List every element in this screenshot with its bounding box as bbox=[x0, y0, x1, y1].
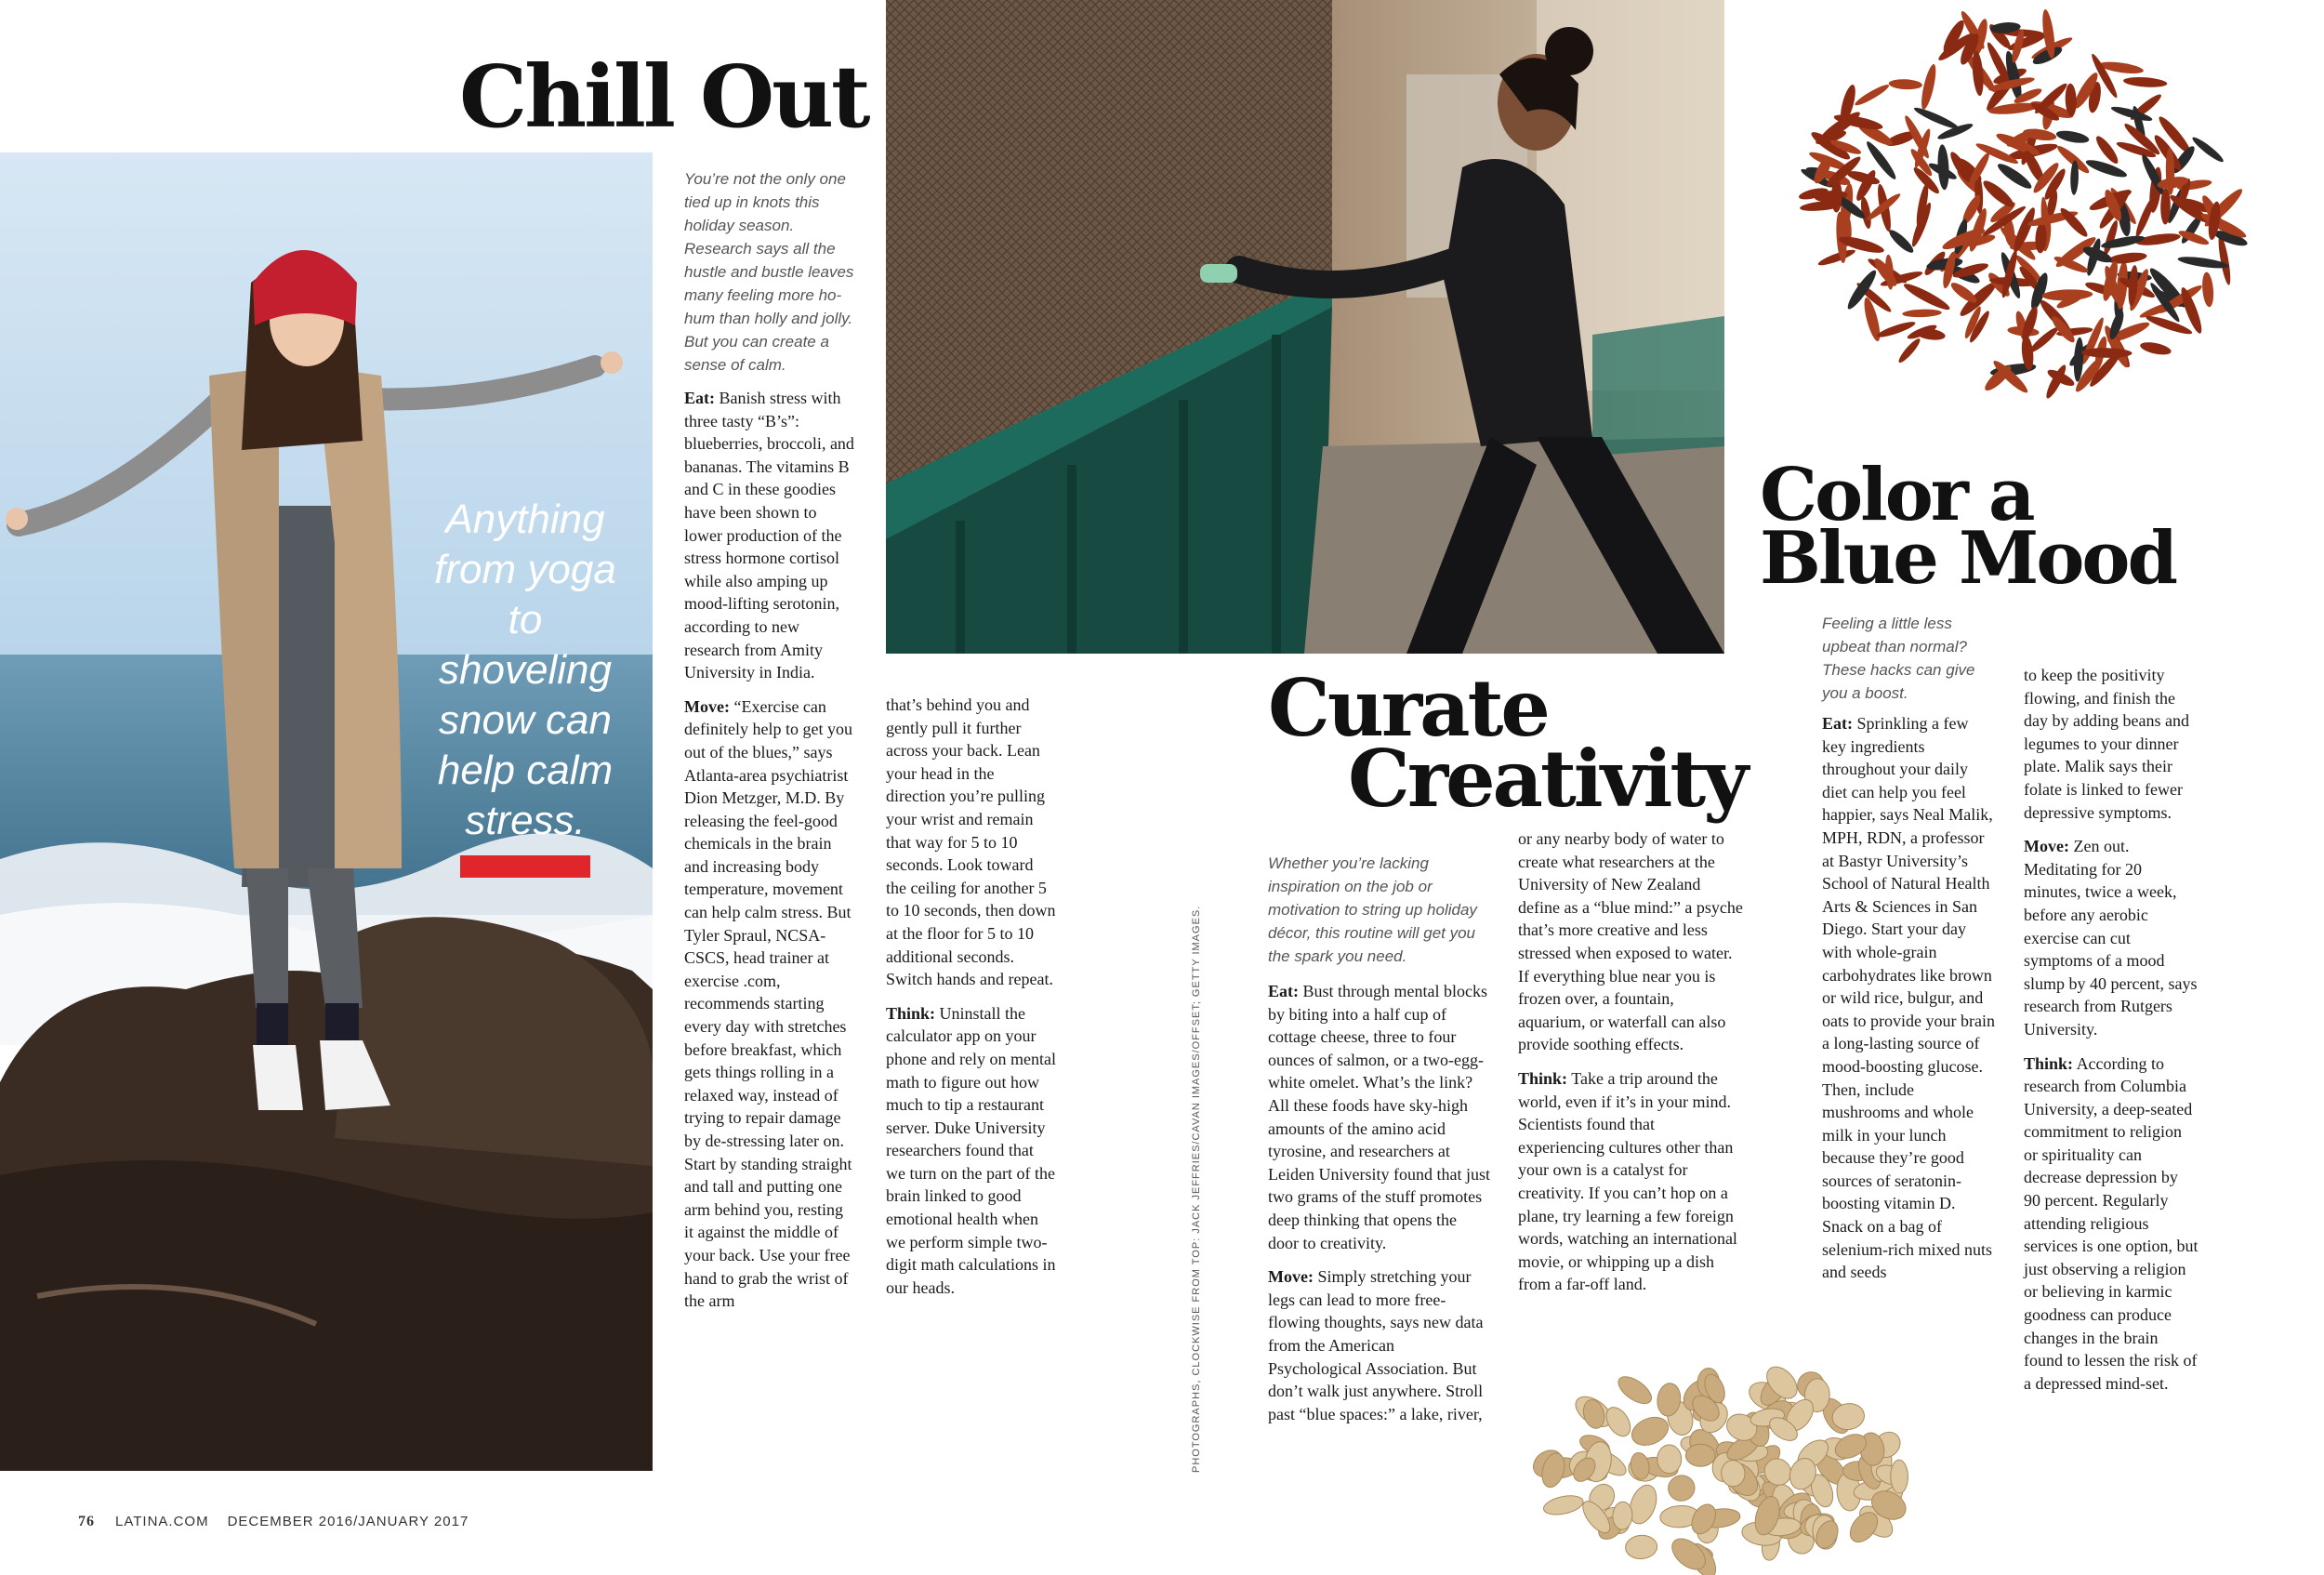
oat-flake bbox=[1657, 1445, 1682, 1474]
color-mood-move: Move: Zen out. Meditating for 20 minutes, twice a week, before any aerobic exercise can cut symptoms of a mood slump by 40 percent, says research from Rutgers University. bbox=[2024, 837, 2198, 1039]
curate-move-cont: or any nearby body of water to create what researchers at the University of New Zealand define as a “blue mind:” a psyche that’s more creative and less stressed when exposed to water. If everything blue near you is frozen over, a fountain, aquarium, or waterfall can also provide soothing effects. bbox=[1518, 829, 1743, 1054]
pull-quote: Anything from yoga to shoveling snow can help calm stress. bbox=[434, 496, 616, 843]
color-mood-intro: Feeling a little less upbeat than normal? These hacks can give you a boost. bbox=[1822, 615, 1975, 702]
chill-out-column-2 bbox=[886, 694, 1057, 1310]
curate-intro: Whether you’re lacking inspiration on the job or motivation to string up holiday décor, this routine will get you the spark you need. bbox=[1268, 854, 1477, 965]
color-mood-title-line2: Blue Mood bbox=[1760, 516, 2175, 601]
curate-title-line2: Creativity bbox=[1348, 733, 1747, 825]
color-mood-title-line1: Color a bbox=[1760, 453, 2033, 537]
oat-flake bbox=[1614, 1371, 1656, 1409]
photo-credit: PHOTOGRAPHS, CLOCKWISE FROM TOP: JACK JEFFRIES/CAVAN IMAGES/OFFSET; GETTY IMAGES. bbox=[1191, 905, 1202, 1473]
rice-grain bbox=[2057, 205, 2090, 240]
rice-grain bbox=[2042, 288, 2093, 301]
rice-grain bbox=[1853, 82, 1891, 108]
curate-move: Move: Simply stretching your legs can lead to more free-flowing thoughts, says new data from the American Psychological Association. But don’t walk just anywhere. Stroll past “blue spaces:” a lake, river, bbox=[1268, 1267, 1484, 1423]
footer-issue: DECEMBER 2016/JANUARY 2017 bbox=[227, 1514, 469, 1529]
chill-out-title: Chill Out bbox=[459, 46, 868, 147]
rice-grain bbox=[2070, 160, 2080, 195]
rice-grain bbox=[1948, 280, 1979, 306]
oat-flake bbox=[1666, 1473, 1697, 1503]
rice-grain bbox=[1980, 178, 2016, 211]
oat-flake bbox=[1625, 1534, 1658, 1560]
rice-grain bbox=[2190, 135, 2225, 165]
color-mood-column-2 bbox=[2024, 664, 2199, 1406]
chill-out-intro: You’re not the only one tied up in knots this holiday season. Research says all the hustle and bustle leaves many feeling more ho-hum than holly and jolly. But you can create a sense of calm. bbox=[684, 170, 854, 374]
page-footer bbox=[78, 1514, 469, 1530]
rice-grain bbox=[2100, 233, 2146, 251]
oat-flake bbox=[1890, 1460, 1908, 1493]
rice-grain bbox=[1816, 247, 1856, 268]
color-mood-eat: Eat: Sprinkling a few key ingredients throughout your daily diet can help you feel happier, says Neal Malik, MPH, RDN, a professor at Bastyr University’s School of Natural Health Arts & Sciences in San Diego. Start your day with whole-grain carbohydrates like brown or wild rice, bulgur, and oats to provide your brain a long-lasting source of mood-boosting glucose. Then, include mushrooms and whole milk in your lunch because they’re good sources of seratonin-boosting vitamin D. Snack on a bag of selenium-rich mixed nuts and seeds bbox=[1822, 714, 1995, 1282]
rice-grain bbox=[1896, 337, 1922, 365]
oat-flake bbox=[1628, 1412, 1672, 1450]
rice-grain bbox=[1888, 78, 1922, 90]
curate-column-1 bbox=[1268, 980, 1491, 1436]
rice-grain bbox=[2084, 157, 2129, 180]
rice-grain bbox=[2201, 271, 2215, 308]
curate-eat: Eat: Bust through mental blocks by biting into a half cup of cottage cheese, three to four ounces of salmon, or a two-egg-white omelet. What’s the link? All these foods have sky-high amounts of the amino acid tyrosine, and researchers at Leiden University found that just two grams of the stuff promotes deep thinking that opens the door to creativity. bbox=[1268, 982, 1490, 1252]
rice-grain bbox=[2139, 340, 2172, 357]
rice-grain bbox=[1844, 268, 1880, 312]
rice-grain bbox=[2055, 128, 2090, 145]
color-mood-eat-cont: to keep the positivity flowing, and finish the day by adding beans and legumes to your dinner plate. Malik says their folate is linked to fewer depressive symptoms. bbox=[2024, 666, 2189, 822]
oats-photo bbox=[1506, 1311, 1943, 1575]
rice-grain bbox=[2145, 313, 2194, 338]
curate-column-2 bbox=[1518, 827, 1743, 1307]
rice-grain bbox=[1886, 227, 1916, 256]
oat-flake bbox=[1612, 1502, 1633, 1530]
color-mood-column-1 bbox=[1822, 712, 1995, 1295]
rice-grain bbox=[1912, 105, 1960, 132]
oat-flake bbox=[1685, 1444, 1715, 1466]
chill-out-column-1 bbox=[684, 387, 855, 1324]
chill-out-move: Move: “Exercise can definitely help to get you out of the blues,” says Atlanta-area psychiatrist Dion Metzger, M.D. By releasing the feel-good chemicals in the brain and increasing body temperature, movement can help calm stress. But Tyler Spraul, NCSA-CSCS, head trainer at exercise .com, recommends starting every day with stretches before breakfast, which gets things rolling in a relaxed way, instead of trying to repair damage by de-stressing later on. Start by standing straight and tall and putting one arm behind you, resting it against the middle of your back. Use your free hand to grab the wrist of the arm bbox=[684, 696, 852, 1311]
wild-rice-photo bbox=[1748, 0, 2287, 465]
footer-site: LATINA.COM bbox=[115, 1514, 209, 1529]
rice-grain bbox=[1919, 63, 1939, 111]
chill-out-think: Think: Uninstall the calculator app on your phone and rely on mental math to figure out how much to tip a restaurant server. Duke University researchers found that we turn on the part of the brain linked to good emotional health when we perform simple two-digit math calculations in our heads. bbox=[886, 1003, 1056, 1297]
page-number: 76 bbox=[78, 1514, 95, 1529]
color-mood-think: Think: According to research from Columbia University, a deep-seated commitment to religion or spirituality can decrease depression by 90 percent. Regularly attending religious services is one option, but just observing a religion or believing in karmic goodness can produce changes in the brain found to lessen the risk of a depressed mind-set. bbox=[2024, 1053, 2199, 1393]
rice-grain bbox=[2123, 76, 2168, 88]
chill-out-move-cont: that’s behind you and gently pull it further across your back. Lean your head in the direction you’re pulling your wrist and remain that way for 5 to 10 seconds. Look toward the ceiling for another 5 to 10 seconds, then down at the floor for 5 to 10 additional seconds. Switch hands and repeat. bbox=[886, 695, 1056, 989]
oat-flake bbox=[1542, 1492, 1585, 1517]
pull-quote-bar bbox=[460, 855, 590, 878]
curate-title-line1: Curate bbox=[1268, 662, 1548, 754]
bridge-stretch-photo bbox=[886, 0, 1724, 654]
chill-out-eat: Eat: Banish stress with three tasty “B’s”: blueberries, broccoli, and bananas. The vitamins B and C in these goodies have been shown to lower production of the stress hormone cortisol while also amping up mood-lifting serotonin, according to new research from Amity University in India. bbox=[684, 389, 854, 682]
rice-grain bbox=[1902, 309, 1942, 318]
curate-think: Think: Take a trip around the world, even if it’s in your mind. Scientists found that experiencing cultures other than your own is a catalyst for creativity. If you can’t hop on a plane, try learning a few foreign words, watching an international movie, or whipping up a dish from a far-off land. bbox=[1518, 1068, 1737, 1294]
